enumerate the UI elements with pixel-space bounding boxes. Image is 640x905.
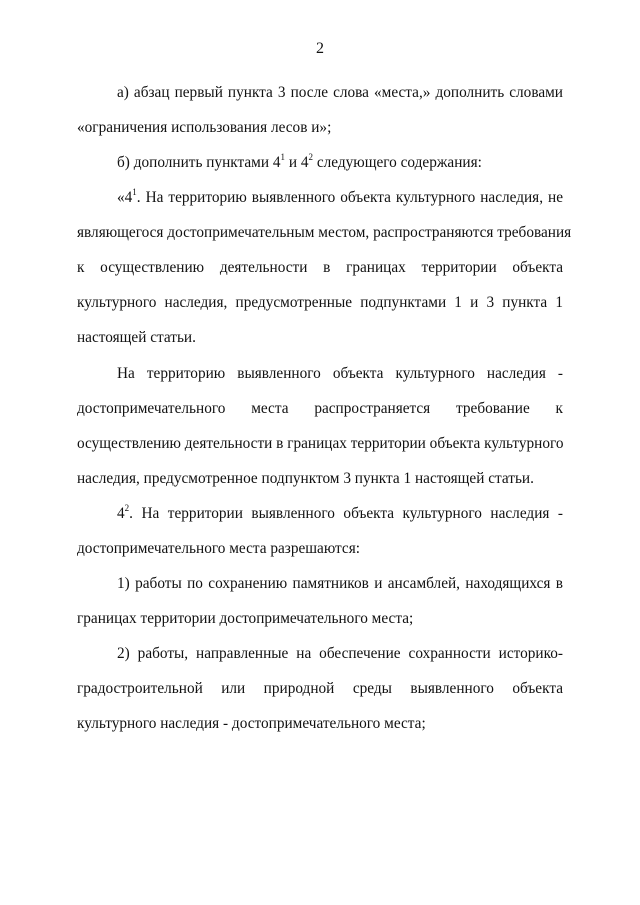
paragraph-na-line-1: На территорию выявленного объекта культурного наследия -	[117, 365, 563, 382]
paragraph-na-line-2: достопримечательного места распространяется требование к	[77, 400, 563, 417]
paragraph-4-1-line-5: настоящей статьи.	[77, 329, 196, 346]
paragraph-b	[117, 153, 563, 173]
paragraph-4-1-line-2: являющегося достопримечательным местом, распространяются требования	[77, 224, 572, 241]
paragraph-b-text: б) дополнить пунктами 4	[117, 154, 281, 171]
paragraph-4-2-line-1	[117, 504, 563, 524]
paragraph-4-1-text: . На территорию выявленного объекта культурного наследия, не	[136, 189, 563, 206]
list-item-2-line-1: 2) работы, направленные на обеспечение сохранности историко-	[117, 645, 563, 662]
paragraph-4-2-line-2: достопримечательного места разрешаются:	[77, 540, 360, 557]
paragraph-4-2-prefix: 4	[117, 505, 125, 522]
list-item-2-line-3: культурного наследия - достопримечательного места;	[77, 715, 426, 732]
paragraph-4-1-prefix: «4	[117, 189, 133, 206]
paragraph-na-line-3: осуществлению деятельности в границах территории объекта культурного	[77, 435, 564, 452]
paragraph-4-1-line-1	[117, 188, 563, 208]
paragraph-na-line-4: наследия, предусмотренное подпунктом 3 пункта 1 настоящей статьи.	[77, 470, 534, 487]
paragraph-b-text: следующего содержания:	[313, 154, 482, 171]
paragraph-4-2-text: . На территории выявленного объекта культурного наследия -	[129, 505, 563, 522]
paragraph-b-text: и 4	[285, 154, 309, 171]
list-item-2-line-2: градостроительной или природной среды выявленного объекта	[77, 680, 563, 697]
paragraph-a-line-1: а) абзац первый пункта 3 после слова «места,» дополнить словами	[117, 84, 563, 101]
superscript: 2	[124, 502, 130, 513]
superscript: 1	[280, 151, 286, 162]
superscript: 2	[308, 151, 313, 162]
paragraph-4-1-line-4: культурного наследия, предусмотренные подпунктами 1 и 3 пункта 1	[77, 294, 563, 311]
paragraph-4-1-line-3: к осуществлению деятельности в границах территории объекта	[77, 259, 563, 276]
paragraph-a-line-2: «ограничения использования лесов и»;	[77, 119, 332, 136]
superscript: 1	[132, 186, 137, 197]
list-item-1-line-2: границах территории достопримечательного места;	[77, 610, 414, 627]
list-item-1-line-1: 1) работы по сохранению памятников и ансамблей, находящихся в	[117, 575, 563, 592]
page-number: 2	[316, 40, 324, 57]
